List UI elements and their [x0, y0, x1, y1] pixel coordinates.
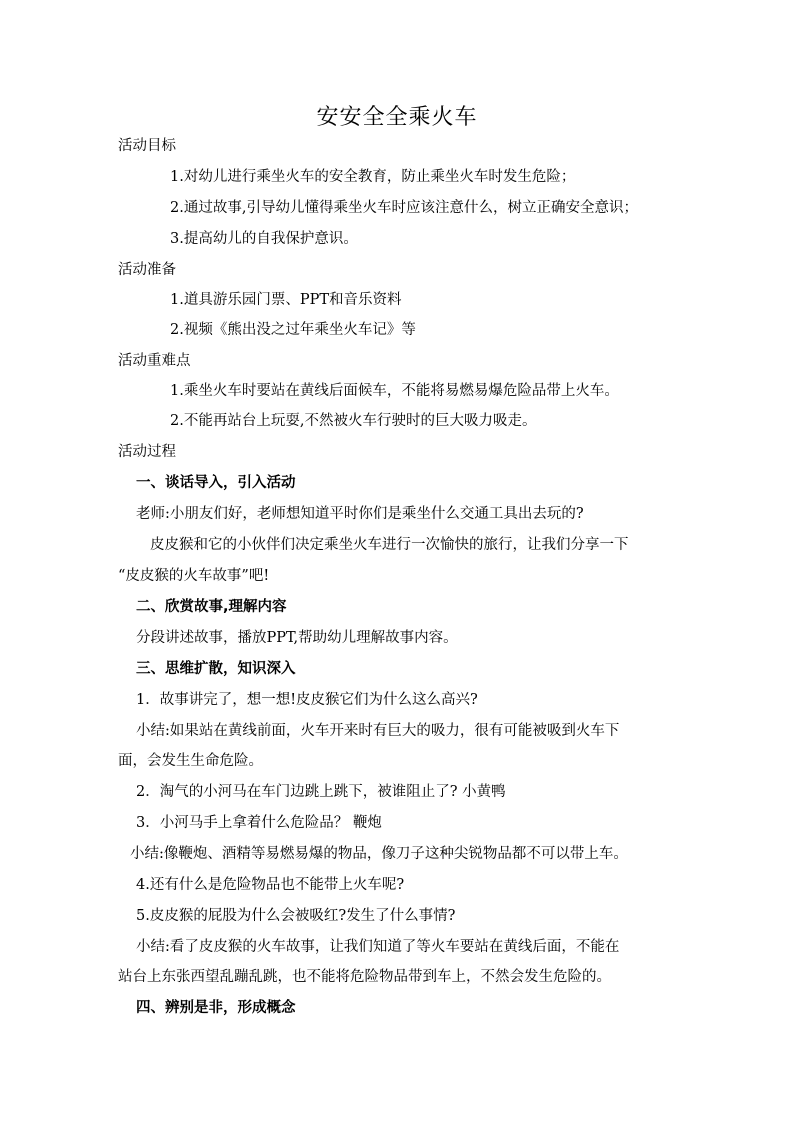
process-line: 站台上东张西望乱蹦乱跳，也不能将危险物品带到车上，不然会发生危险的。 [118, 969, 611, 985]
section-heading-prep: 活动准备 [118, 262, 176, 278]
prep-item-2: 2.视频《熊出没之过年乘坐火车记》等 [170, 322, 416, 338]
section-heading-goal: 活动目标 [118, 138, 176, 154]
process-line: 小结:看了皮皮猴的火车故事，让我们知道了等火车要站在黄线后面，不能在 [136, 939, 620, 955]
process-line: 分段讲述故事，播放PPT,帮助幼儿理解故事内容。 [136, 630, 458, 646]
page-title: 安安全全乘火车 [316, 105, 478, 130]
process-line: 小结:像鞭炮、酒精等易燃易爆的物品，像刀子这种尖锐物品都不可以带上车。 [130, 846, 628, 862]
process-line: 小结:如果站在黄线前面，火车开来时有巨大的吸力，很有可能被吸到火车下 [136, 723, 620, 739]
process-subheading-3: 三、思维扩散，知识深入 [136, 661, 296, 677]
process-line: 4.还有什么是危险物品也不能带上火车呢? [136, 877, 405, 893]
section-heading-key: 活动重难点 [118, 353, 191, 369]
goal-item-1: 1.对幼儿进行乘坐火车的安全教育，防止乘坐火车时发生危险； [170, 169, 576, 185]
process-line: 皮皮猴和它的小伙伴们决定乘坐火车进行一次愉快的旅行，让我们分享一下 [150, 537, 629, 553]
section-heading-process: 活动过程 [118, 444, 176, 460]
process-line: 2．淘气的小河马在车门边跳上跳下，被谁阻止了? 小黄鸭 [136, 784, 506, 800]
process-subheading-1: 一、谈话导入，引入活动 [136, 475, 296, 491]
prep-item-1: 1.道具游乐园门票、PPT和音乐资料 [170, 292, 402, 308]
key-item-1: 1.乘坐火车时要站在黄线后面候车，不能将易燃易爆危险品带上火车。 [170, 383, 619, 399]
process-line: 5.皮皮猴的屁股为什么会被吸红?发生了什么事情? [136, 908, 456, 924]
process-line: 老师:小朋友们好，老师想知道平时你们是乘坐什么交通工具出去玩的? [136, 506, 584, 522]
process-subheading-4: 四、辨别是非，形成概念 [136, 1000, 296, 1016]
process-line: 面，会发生生命危险。 [118, 753, 263, 769]
key-item-2: 2.不能再站台上玩耍,不然被火车行驶时的巨大吸力吸走。 [170, 413, 537, 429]
goal-item-3: 3.提高幼儿的自我保护意识。 [170, 231, 358, 247]
process-line: “皮皮猴的火车故事”吧! [118, 568, 270, 584]
goal-item-2: 2.通过故事,引导幼儿懂得乘坐火车时应该注意什么，树立正确安全意识； [170, 200, 638, 216]
process-line: 3．小河马手上拿着什么危险品？ 鞭炮 [136, 815, 382, 831]
process-line: 1．故事讲完了，想一想!皮皮猴它们为什么这么高兴? [136, 692, 478, 708]
process-subheading-2: 二、欣赏故事,理解内容 [136, 599, 287, 615]
